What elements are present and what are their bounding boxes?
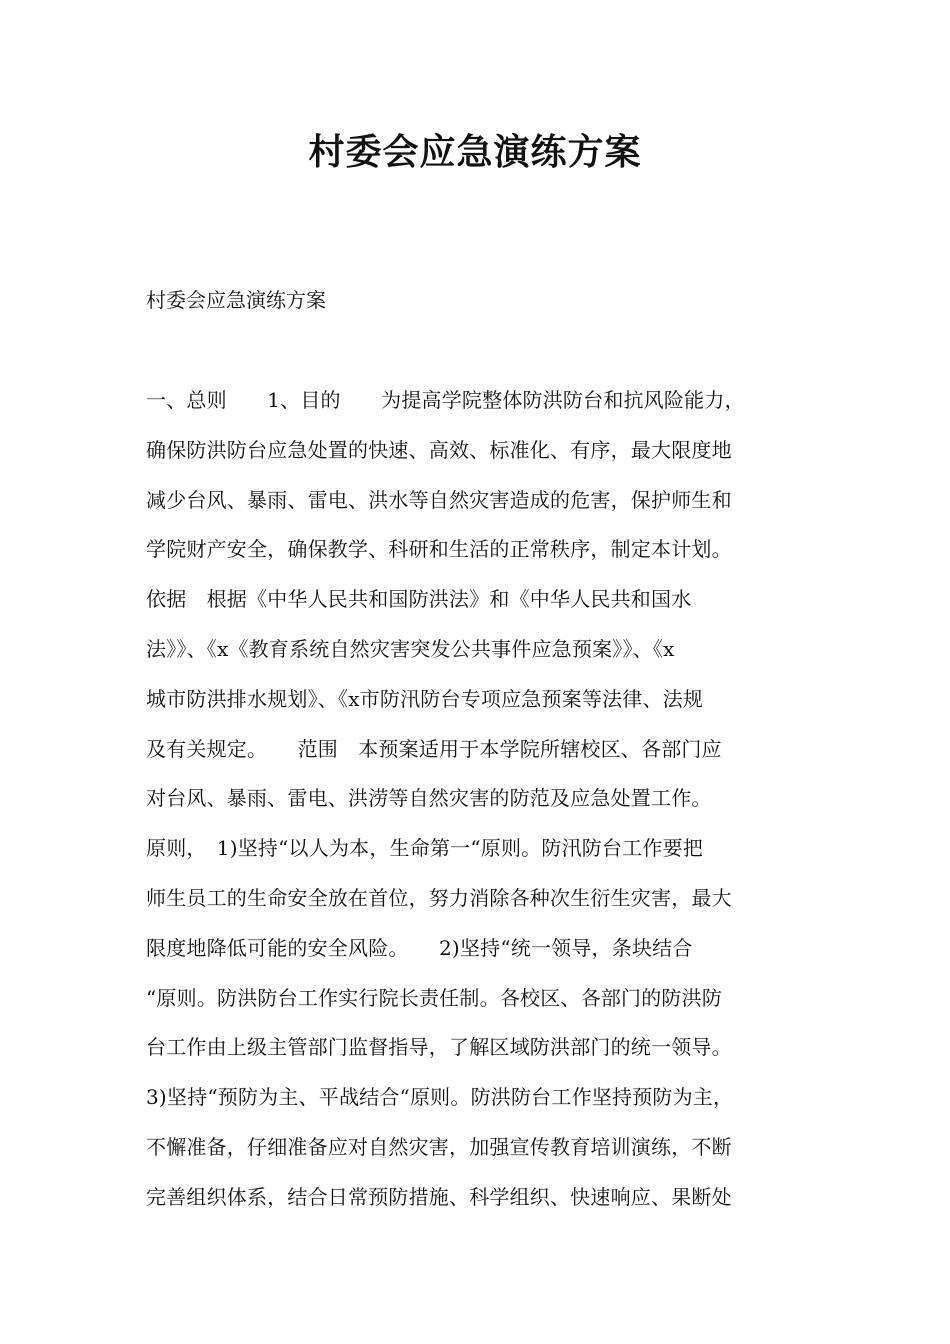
document-subtitle: 村委会应急演练方案 [146, 288, 326, 312]
body-line: 师生员工的生命安全放在首位，努力消除各种次生衍生灾害，最大 [146, 885, 732, 910]
body-line: 及有关规定。 范围 本预案适用于本学院所辖校区、各部门应 [146, 736, 722, 761]
document-body [146, 382, 826, 1229]
body-line: “原则。防洪防台工作实行院长责任制。各校区、各部门的防洪防 [146, 985, 723, 1010]
document-title: 村委会应急演练方案 [308, 132, 642, 173]
body-line: 确保防洪防台应急处置的快速、高效、标准化、有序，最大限度地 [146, 437, 732, 462]
body-line: 3)坚持“预防为主、平战结合“原则。防洪防台工作坚持预防为主， [146, 1085, 734, 1110]
body-line: 法》》、《x《教育系统自然灾害突发公共事件应急预案》》、《x [146, 636, 675, 661]
body-line: 台工作由上级主管部门监督指导，了解区域防洪部门的统一领导。 [146, 1035, 732, 1060]
body-line: 原则， 1)坚持“以人为本，生命第一“原则。防汛防台工作要把 [146, 836, 703, 861]
body-line: 不懈准备，仔细准备应对自然灾害，加强宣传教育培训演练，不断 [146, 1134, 732, 1159]
body-line: 依据 根据《中华人民共和国防洪法》和《中华人民共和国水 [146, 587, 692, 612]
body-line: 对台风、暴雨、雷电、洪涝等自然灾害的防范及应急处置工作。 [146, 786, 712, 811]
body-line: 学院财产安全，确保教学、科研和生活的正常秩序，制定本计划。 [146, 537, 732, 562]
body-line: 减少台风、暴雨、雷电、洪水等自然灾害造成的危害，保护师生和 [146, 487, 732, 512]
body-line: 城市防洪排水规划》、《x市防汛防台专项应急预案等法律、法规 [146, 686, 704, 711]
body-line: 限度地降低可能的安全风险。 2)坚持“统一领导，条块结合 [146, 935, 693, 960]
body-line: 一、总则 1、目的 为提高学院整体防洪防台和抗风险能力， [146, 388, 745, 412]
body-line: 完善组织体系，结合日常预防措施、科学组织、快速响应、果断处 [146, 1184, 732, 1209]
